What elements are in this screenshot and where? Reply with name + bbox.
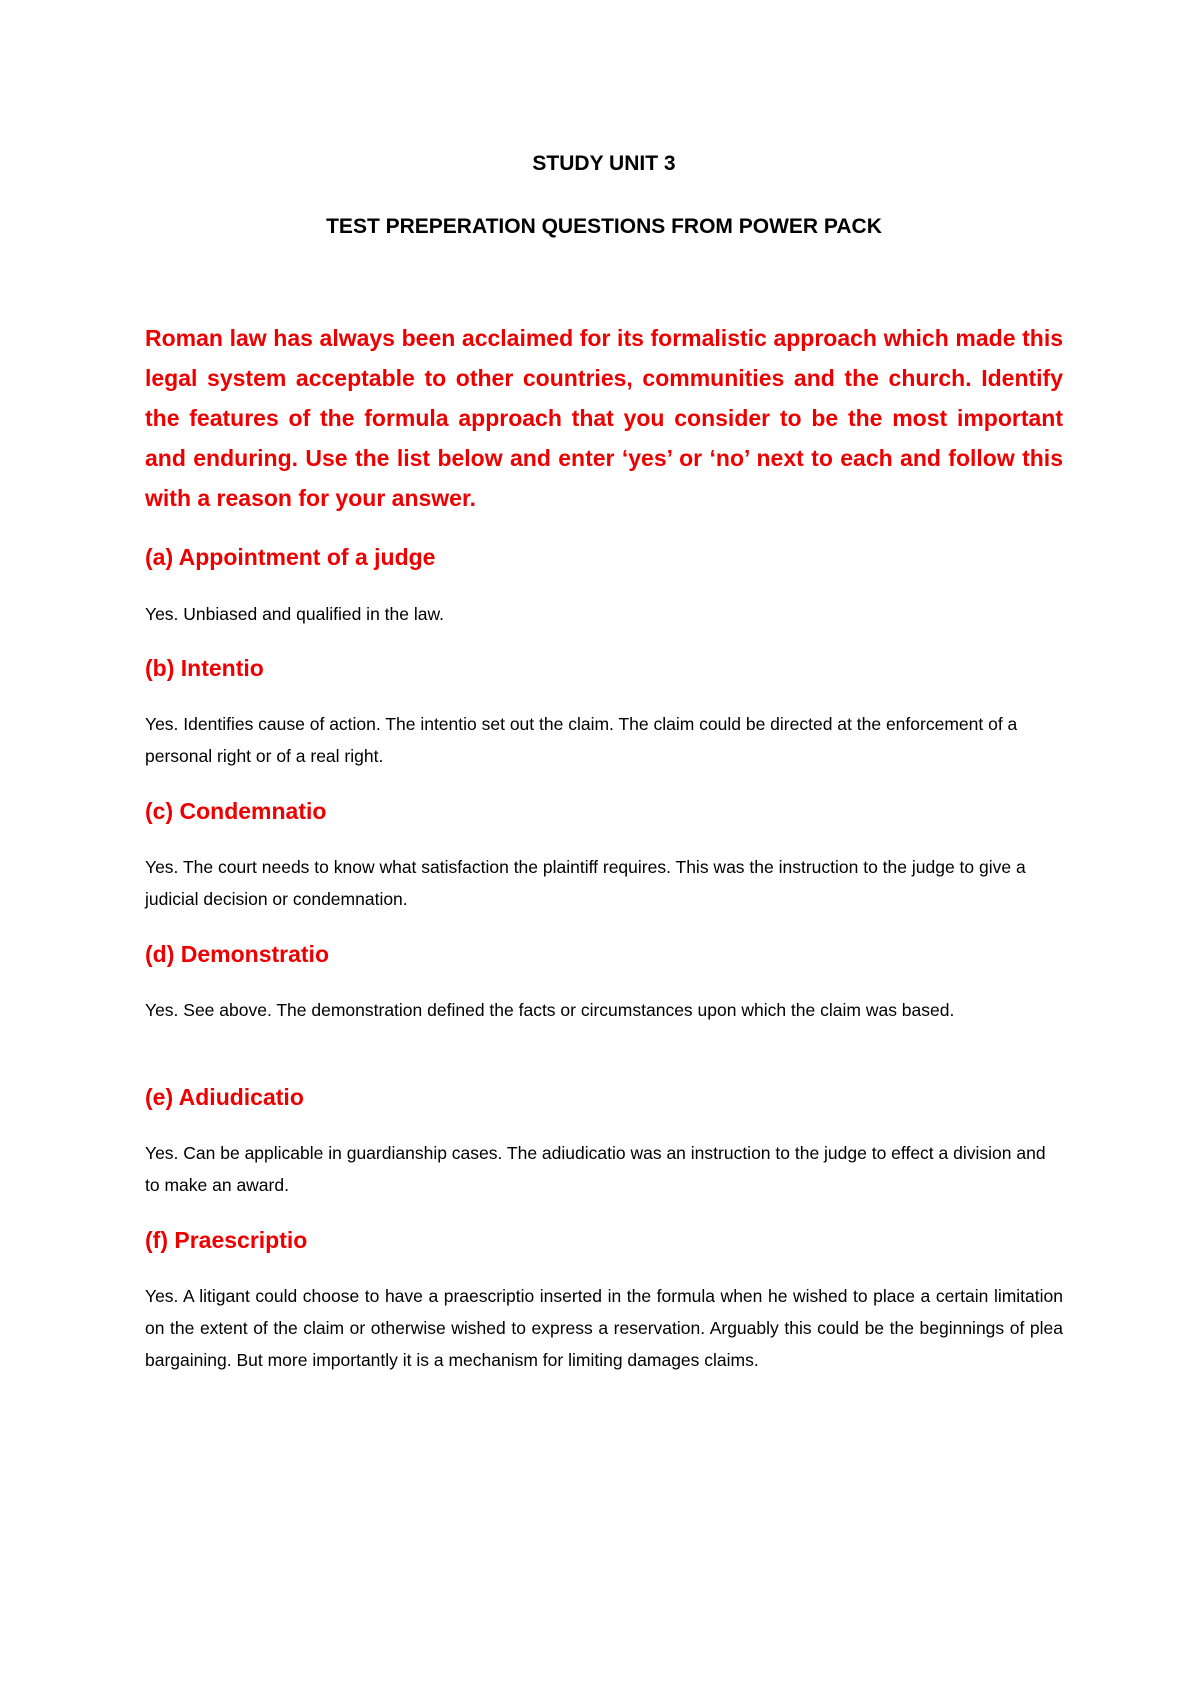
item-heading-b: (b) Intentio: [145, 655, 264, 681]
document-title: STUDY UNIT 3: [532, 152, 676, 175]
item-answer-e: Yes. Can be applicable in guardianship cases. The adiudicatio was an instruction to the judge to effect a division and to make an award.: [145, 1143, 1046, 1195]
item-answer-d: Yes. See above. The demonstration defined the facts or circumstances upon which the claim was based.: [145, 1000, 955, 1020]
item-heading-d: (d) Demonstratio: [145, 941, 329, 967]
item-heading-f: (f) Praescriptio: [145, 1227, 308, 1253]
item-answer-a: Yes. Unbiased and qualified in the law.: [145, 604, 445, 624]
question-prompt: Roman law has always been acclaimed for its formalistic approach which made this legal system acceptable to other countries, communities and the church. Identify the features of the formula approach that you consider to be the most important and enduring. Use the list below and enter ‘yes’ or ‘no’ next to each and follow this with a reason for your answer.: [145, 325, 1063, 511]
item-heading-c: (c) Condemnatio: [145, 798, 327, 824]
item-answer-b: Yes. Identifies cause of action. The intentio set out the claim. The claim could be directed at the enforcement of a personal right or of a real right.: [145, 714, 1018, 766]
item-heading-a: (a) Appointment of a judge: [145, 544, 436, 570]
item-answer-f: Yes. A litigant could choose to have a praescriptio inserted in the formula when he wished to place a certain limitation on the extent of the claim or otherwise wished to express a reservation. Arguably this could be the beginnings of plea bargaining. But more importantly it is a mechanism for limiting damages claims.: [145, 1286, 1063, 1370]
item-answer-c: Yes. The court needs to know what satisfaction the plaintiff requires. This was the instruction to the judge to give a judicial decision or condemnation.: [145, 857, 1026, 909]
document-subtitle: TEST PREPERATION QUESTIONS FROM POWER PACK: [326, 215, 882, 238]
item-heading-e: (e) Adiudicatio: [145, 1084, 304, 1110]
